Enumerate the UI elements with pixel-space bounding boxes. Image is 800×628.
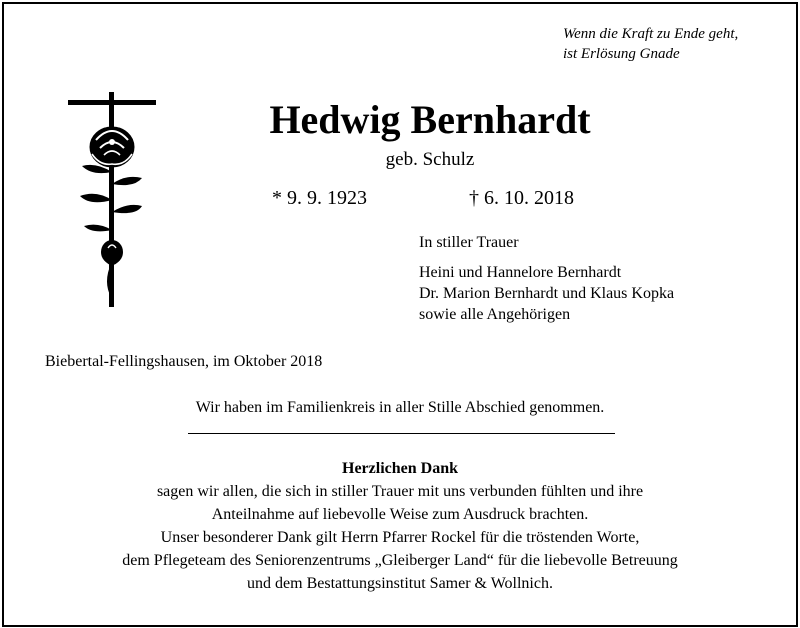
divider-line (188, 433, 615, 434)
thanks-line: Unser besonderer Dank gilt Herrn Pfarrer Rockel für die tröstenden Worte, (160, 529, 640, 546)
thanks-line: Anteilnahme auf liebevolle Weise zum Ausdruck brachten. (211, 506, 589, 523)
motto-line: ist Erlösung Gnade (563, 46, 680, 62)
thanks-line: sagen wir allen, die sich in stiller Trauer mit uns verbunden fühlten und ihre (156, 483, 644, 500)
mourner-name: Dr. Marion Bernhardt und Klaus Kopka (419, 285, 675, 302)
mourner-name: sowie alle Angehörigen (419, 306, 571, 323)
birth-date: * 9. 9. 1923 (272, 187, 367, 209)
maiden-name: geb. Schulz (385, 149, 475, 170)
thanks-line: und dem Bestattungsinstitut Samer & Wollnich. (247, 575, 553, 592)
mourner-name: Heini und Hannelore Bernhardt (419, 264, 622, 281)
thanks-title: Herzlichen Dank (342, 460, 458, 477)
place-and-date: Biebertal-Fellingshausen, im Oktober 2018 (45, 353, 323, 370)
motto-line: Wenn die Kraft zu Ende geht, (563, 26, 739, 42)
cross-with-rose-icon (62, 92, 162, 307)
death-date: † 6. 10. 2018 (469, 187, 574, 209)
mourners-block (419, 232, 674, 325)
motto-quote (563, 24, 738, 64)
thanks-block (0, 457, 800, 595)
farewell-note: Wir haben im Familienkreis in aller Stille Abschied genommen. (195, 399, 605, 416)
thanks-line: dem Pflegeteam des Seniorenzentrums „Gleiberger Land“ für die liebevolle Betreuung (122, 552, 678, 569)
deceased-name: Hedwig Bernhardt (269, 97, 591, 142)
mourners-intro: In stiller Trauer (419, 234, 519, 251)
